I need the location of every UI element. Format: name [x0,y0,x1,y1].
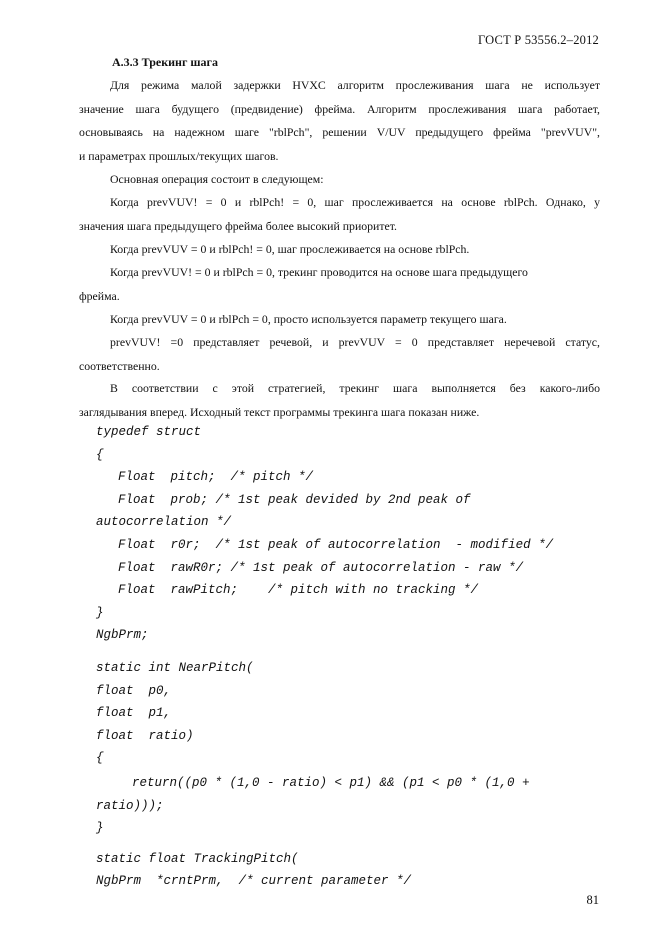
text-line: Когда prevVUV! = 0 и rblPch = 0, трекинг проводится на основе шага предыдущего [110,265,528,279]
code-line: { [96,751,104,766]
text-line: Основная операция состоит в следующем: [110,172,324,186]
code-line: static int NearPitch( [96,660,254,675]
code-line: typedef struct [96,425,202,439]
code-line: Float r0r; /* 1st peak of autocorrelation - modified */ [118,537,554,552]
text-line: значения шага предыдущего фрейма более высокий приоритет. [79,218,397,233]
code-line: { [96,447,104,462]
paragraph-case-4 [79,308,600,332]
code-line: Float rawR0r; /* 1st peak of autocorrelation - raw */ [118,560,524,575]
code-listing [96,421,616,893]
text-line: заглядывания вперед. Исходный текст программы трекинга шага показан ниже. [79,404,480,419]
document-header: ГОСТ Р 53556.2–2012 [478,33,599,47]
text-line: соответственно. [79,358,160,373]
code-line: float p0, [96,683,172,698]
code-line: Float rawPitch; /* pitch with no tracking */ [118,583,479,598]
text-line: prevVUV! =0 представляет речевой, и prevVUV = 0 представляет неречевой статус, [110,335,600,349]
text-line: и параметрах прошлых/текущих шагов. [79,148,279,163]
code-line: } [96,605,104,620]
paragraph-intro [79,74,600,168]
text-line: фрейма. [79,288,120,303]
page-number: 81 [586,893,599,907]
code-line: Float pitch; /* pitch */ [118,470,314,485]
text-line: Для режима малой задержки HVXC алгоритм прослеживания шага не использует [110,78,600,92]
text-line: Когда prevVUV! = 0 и rblPch! = 0, шаг прослеживается на основе rblPch. Однако, у [110,195,600,209]
code-line: Float prob; /* 1st peak devided by 2nd peak of [118,492,471,507]
code-line: static float TrackingPitch( [96,851,299,866]
paragraph-status [79,331,600,378]
text-line: Когда prevVUV = 0 и rblPch = 0, просто используется параметр текущего шага. [110,312,507,326]
paragraph-strategy [79,377,600,424]
code-line: NgbPrm; [96,628,149,643]
text-line: основываясь на надежном шаге "rblPch", решении V/UV предыдущего фрейма "prevVUV", [79,125,600,139]
text-line: значение шага будущего (предвидение) фрейма. Алгоритм прослеживания шага работает, [79,101,600,116]
code-line: ratio))); [96,798,164,813]
text-line: Когда prevVUV = 0 и rblPch! = 0, шаг прослеживается на основе rblPch. [110,242,470,256]
code-line: autocorrelation */ [96,515,232,530]
code-line: NgbPrm *crntPrm, /* current parameter */ [96,874,412,889]
code-line: } [96,821,104,836]
section-title: А.3.3 Трекинг шага [112,55,218,69]
code-line: float p1, [96,706,172,721]
code-line: float ratio) [96,728,194,743]
paragraph-case-1 [79,191,600,238]
paragraph-case-2 [79,238,600,262]
paragraph-operation [79,168,600,192]
paragraph-case-3 [79,261,600,308]
text-line: В соответствии с этой стратегией, трекинг шага выполняется без какого-либо [110,381,600,395]
code-line: return((p0 * (1,0 - ratio) < p1) && (p1 < p0 * (1,0 + [132,775,530,790]
